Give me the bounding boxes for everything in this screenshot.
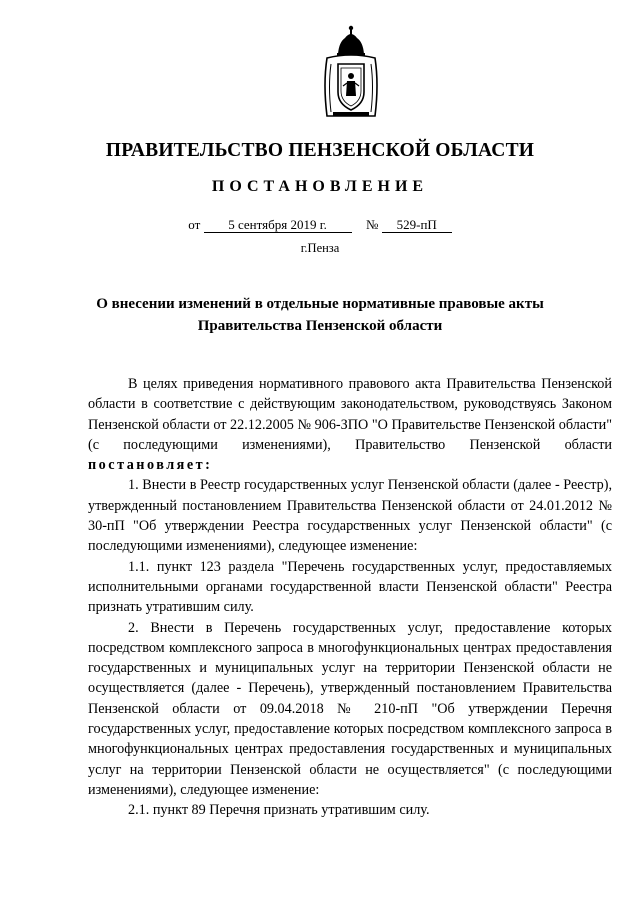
coat-of-arms-icon <box>321 24 381 120</box>
document-date: 5 сентября 2019 г. <box>204 217 352 233</box>
paragraph-1: 1. Внести в Реестр государственных услуг Пензенской области (далее - Реестр), утвержденный постановлением Правительства Пензенской области от 24.01.2012 № 30-пП "Об утверждении Реестра государственных услуг Пензенской области" (с последующими изменениями), следующее изменение: <box>88 477 612 555</box>
number-prefix: № <box>366 217 379 232</box>
date-number-line <box>0 217 640 233</box>
paragraph-2: 2. Внести в Перечень государственных услуг, предоставление которых посредством комплексного запроса в многофункциональных центрах предоставления государственных и муниципальных услуг на территории Пензенской области не осуществляется (далее - Перечень), утвержденный постановлением Правительства Пензенской области от 09.04.2018 № 210-пП "Об утверждении Перечня государственных услуг, предоставление которых посредством комплексного запроса в многофункциональных центрах предоставления государственных и муниципальных услуг на территории Пензенской области не осуществляется" (с последующими изменениями), следующее изменение: <box>88 619 612 798</box>
preamble-text: В целях приведения нормативного правового акта Правительства Пензенской области в соответствие с действующим законодательством, руководствуясь Законом Пензенской области от 22.12.2005 № 906-ЗПО "О Правительстве Пензенской области" (с последующими изменениями), Правительство Пензенской области <box>88 376 612 453</box>
subject-line: О внесении изменений в отдельные нормативные правовые акты <box>96 296 544 312</box>
document-number: 529-пП <box>382 217 452 233</box>
city: г.Пенза <box>300 241 340 255</box>
resolves-word: постановляет: <box>88 457 213 474</box>
paragraph-2-1: 2.1. пункт 89 Перечня признать утратившим силу. <box>128 802 430 819</box>
paragraph-preamble <box>88 374 612 475</box>
paragraph-1-1: 1.1. пункт 123 раздела "Перечень государственных услуг, предоставляемых исполнительными органами государственной власти Пензенской области" Реестра признать утратившим силу. <box>88 558 612 616</box>
date-prefix: от <box>188 217 201 232</box>
government-title: ПРАВИТЕЛЬСТВО ПЕНЗЕНСКОЙ ОБЛАСТИ <box>105 140 535 161</box>
document-type: ПОСТАНОВЛЕНИЕ <box>211 178 429 195</box>
document-subject <box>80 293 560 337</box>
subject-line: Правительства Пензенской области <box>197 318 443 334</box>
document-body <box>88 374 612 821</box>
